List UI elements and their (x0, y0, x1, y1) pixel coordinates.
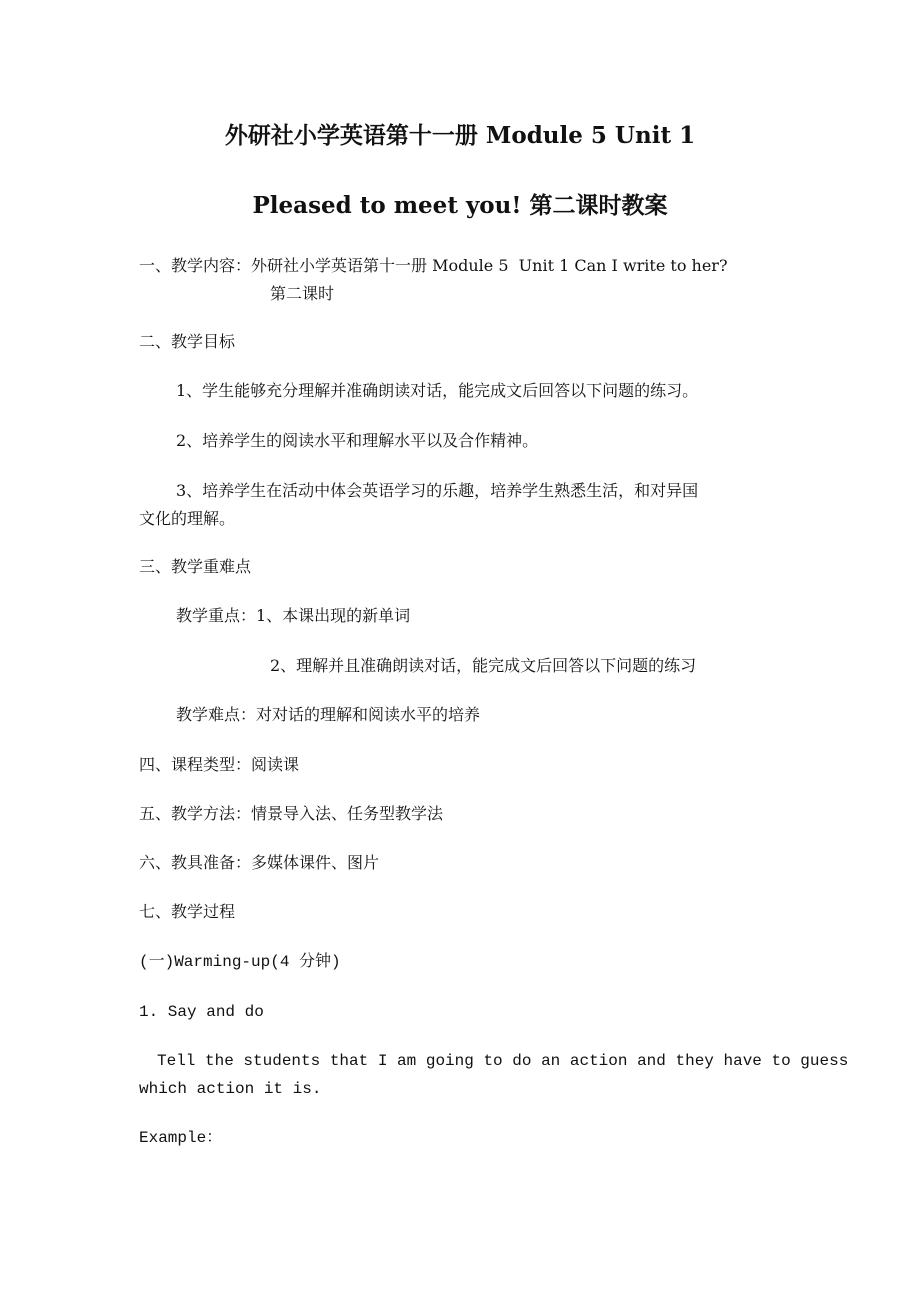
section-7-heading: 七、教学过程 (139, 902, 236, 921)
section-6-teaching-aids: 六、教具准备：多媒体课件、图片 (139, 853, 380, 872)
goal-2: 2、培养学生的阅读水平和理解水平以及合作精神。 (176, 431, 539, 450)
step-1-text-line1: Tell the students that I am going to do an action and they have to guess (157, 1052, 849, 1070)
key-point-2: 2、理解并且准确朗读对话，能完成文后回答以下问题的练习 (270, 656, 697, 675)
goal-3: 3、培养学生在活动中体会英语学习的乐趣，培养学生熟悉生活，和对异国 (176, 481, 699, 500)
section-3-heading: 三、教学重难点 (139, 557, 252, 576)
section-5-teaching-method: 五、教学方法：情景导入法、任务型教学法 (139, 804, 444, 823)
key-point-1: 教学重点：1、本课出现的新单词 (176, 606, 411, 625)
difficulty-point: 教学难点：对对话的理解和阅读水平的培养 (176, 705, 481, 724)
example-label: Example： (139, 1129, 223, 1147)
document-title-line1: 外研社小学英语第十一册 Module 5 Unit 1 (224, 122, 696, 149)
goal-3-continuation: 文化的理解。 (139, 509, 236, 528)
step-1-text-line2: which action it is. (139, 1080, 322, 1098)
step-1-warming-up: (一)Warming-up(4 分钟) (139, 953, 341, 971)
step-1-item: 1. Say and do (139, 1003, 264, 1021)
section-4-course-type: 四、课程类型：阅读课 (139, 755, 300, 774)
goal-1: 1、学生能够充分理解并准确朗读对话，能完成文后回答以下问题的练习。 (176, 381, 699, 400)
section-1-continuation: 第二课时 (270, 284, 335, 303)
section-2-heading: 二、教学目标 (139, 332, 236, 351)
section-1-teaching-content: 一、教学内容：外研社小学英语第十一册 Module 5 Unit 1 Can I write to her? (139, 256, 728, 275)
document-title-line2: Pleased to meet you! 第二课时教案 (252, 192, 668, 219)
